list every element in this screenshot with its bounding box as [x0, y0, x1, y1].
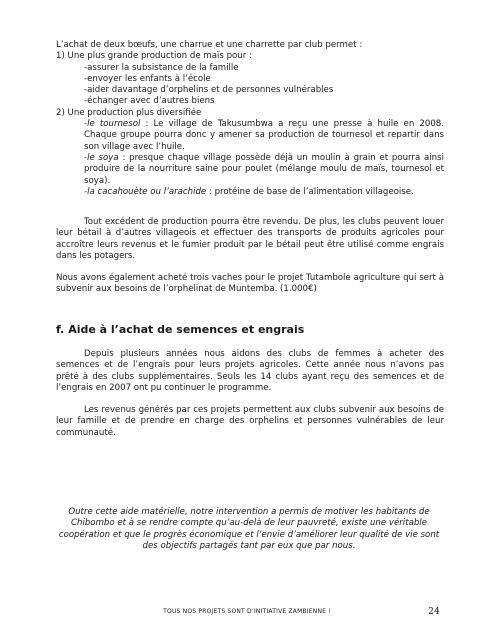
intro-lead: L’achat de deux bœufs, une charrue et une charrette par club permet : [56, 40, 363, 50]
list-item-2: 2) Une production plus diversifiée [56, 107, 202, 118]
sub-item: -échanger avec d’autres biens [84, 96, 215, 107]
term-text: : protéine de base de l’alimentation villageoise. [206, 186, 414, 197]
intro-list [56, 40, 444, 198]
term: -le tournesol [84, 119, 141, 130]
sub-item: -aider davantage d’orphelins et de personnes vulnérables [84, 85, 334, 96]
sub-item-tournesol [56, 119, 444, 153]
sub-item-arachide [56, 187, 444, 198]
term-text: : Le village de Takusumbwa a reçu une presse à huile en 2008. Chaque groupe pourra donc y amener sa production de tournesol et repartir dans son village avec l’huile. [84, 119, 444, 152]
sub-item: -assurer la subsistance de la famille [84, 62, 239, 73]
term: -le soya [84, 152, 119, 163]
closing-statement: Outre cette aide matérielle, notre intervention a permis de motiver les habitants de Chibombo et à se rendre compte qu’au-delà de leur pauvreté, existe une véritable coopération et que le progrès économique et l’envie d’améliorer leur qualité de vie sont des objectifs partagés tant par eux que par nous. [58, 507, 440, 551]
list-item-1: 1) Une plus grande production de maïs pour : [56, 51, 252, 62]
paragraph-seeds: Depuis plusieurs années nous aidons des clubs de femmes à acheter des semences et de l’engrais pour leurs projets agricoles. Cette année nous n’avons pas prêté à des clubs supplémentaires. Seuls les 14 clubs ayant reçu des semences et de l’engrais en 2007 ont pu continuer le programme. [56, 349, 444, 393]
page-number: 24 [428, 607, 440, 617]
page-footer [0, 606, 494, 618]
footer-text: TOUS NOS PROJETS SONT D’INITIATIVE ZAMBIENNE ! [163, 608, 331, 615]
sub-item-soya [56, 153, 444, 187]
paragraph-cows: Nous avons également acheté trois vaches pour le projet Tutambole agriculture qui sert à subvenir aux besoins de l’orphelinat de Muntemba. (1.000€) [56, 273, 444, 295]
sub-item: -envoyer les enfants à l’école [84, 73, 211, 84]
section-heading: f. Aide à l’achat de semences et engrais [56, 323, 305, 336]
term: -la cacahouète ou l’arachide [84, 186, 207, 197]
paragraph-revenues: Les revenus générés par ces projets permettent aux clubs subvenir aux besoins de leur famille et de prendre en charge des orphelins et personnes vulnérables de leur communauté. [56, 405, 444, 438]
paragraph-surplus: Tout excédent de production pourra être revendu. De plus, les clubs peuvent louer leur bétail à d’autres villageois et effectuer des transports de produits agricoles pour accroître leurs revenus et le fumier produit par le bétail peut être utilisé comme engrais dans les potagers. [56, 217, 444, 261]
term-text: : presque chaque village possède déjà un moulin à grain et pourra ainsi produire de la nourriture saine pour poulet (mélange moulu de maïs, tournesol et soya). [84, 152, 444, 186]
